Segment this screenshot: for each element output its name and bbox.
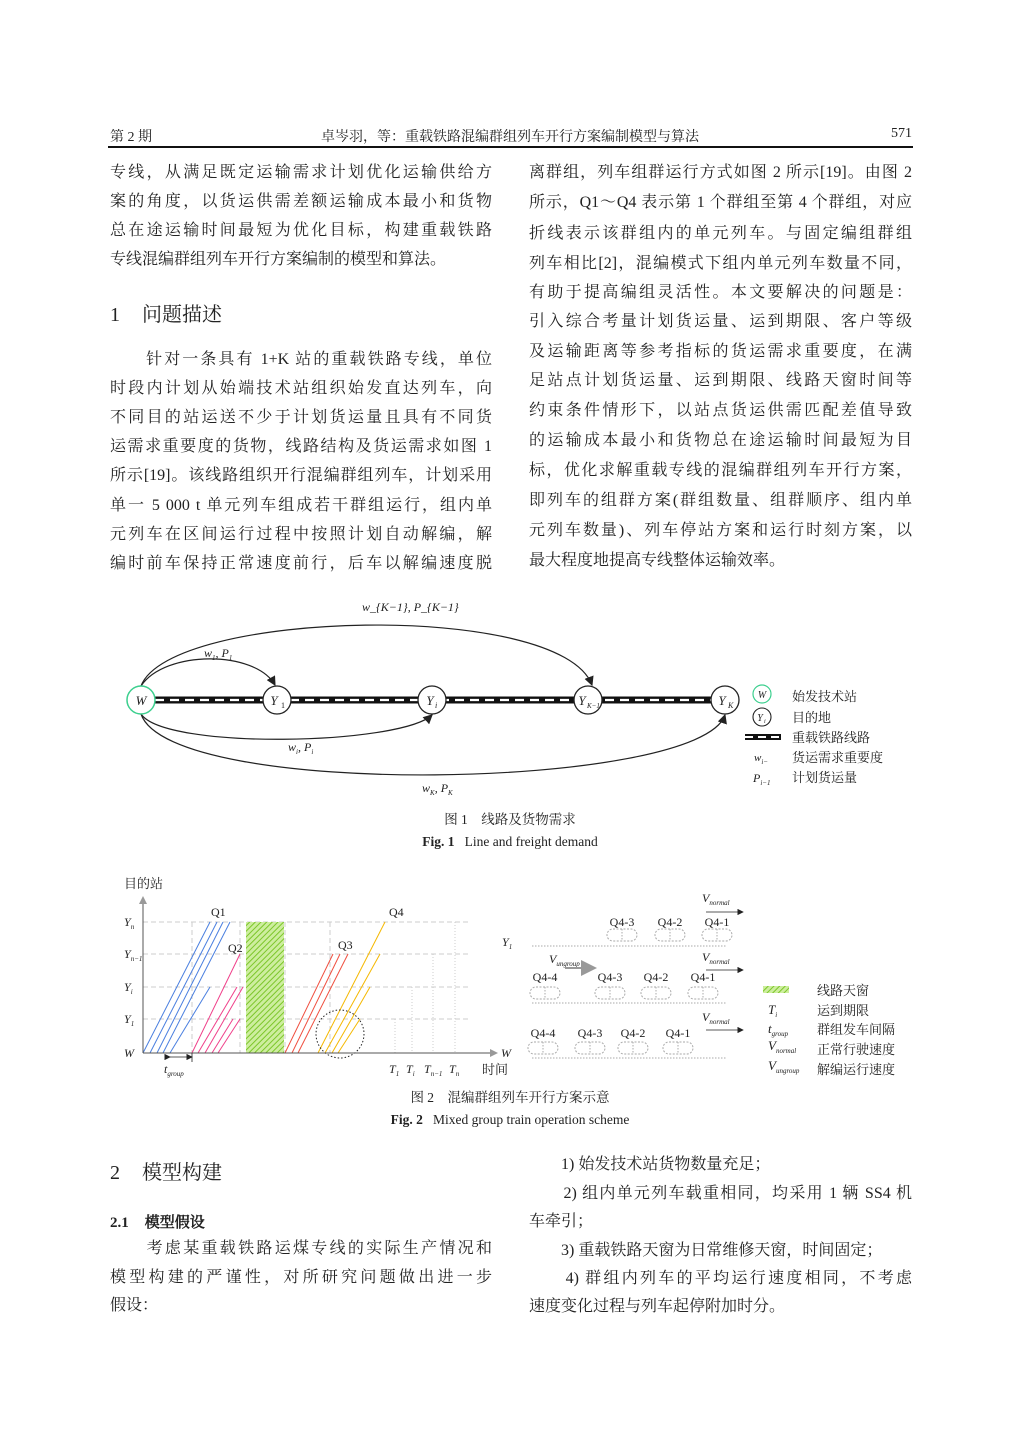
text-line: 折线表示该群组内的单元列车。与固定编组群组 bbox=[529, 225, 912, 242]
unit-train-label: Q4-2 bbox=[620, 1026, 646, 1040]
section-number: 2 bbox=[110, 1162, 120, 1184]
group-label-q1: Q1 bbox=[211, 905, 226, 919]
figure-number: Fig. 1 bbox=[422, 834, 455, 849]
svg-text:Y: Y bbox=[718, 693, 726, 708]
svg-text:W: W bbox=[757, 690, 767, 701]
text-line: 元列车数量)、列车停站方案和运行时刻方案，以 bbox=[529, 522, 912, 539]
section-number: 1 bbox=[110, 304, 120, 326]
unit-train-label: Q4-1 bbox=[704, 915, 730, 929]
text-line: 元列车在区间运行过程中按照计划自动解编，解 bbox=[110, 526, 492, 543]
text-line: 2) 组内单元列车载重相同，均采用 1 辆 SS4 机 bbox=[529, 1185, 912, 1202]
text-line: 足站点计划货运量、运到期限、线路天窗时间等 bbox=[529, 372, 912, 389]
svg-text:线路天窗: 线路天窗 bbox=[817, 983, 870, 998]
node-yk bbox=[711, 686, 739, 714]
text-line: 约束条件情形下，以站点货运供需匹配差值导致 bbox=[529, 402, 912, 419]
text-line: 离群组，列车组群运行方式如图 2 所示[19]。由图 2 bbox=[529, 164, 912, 181]
svg-text:正常行驶速度: 正常行驶速度 bbox=[817, 1042, 896, 1057]
figure-title: Line and freight demand bbox=[464, 834, 598, 849]
svg-text:始发技术站: 始发技术站 bbox=[792, 689, 858, 704]
section-title: 模型构建 bbox=[142, 1162, 222, 1184]
text-line: 案的角度，以货运供需差额运输成本最小和货物 bbox=[110, 193, 492, 210]
tgroup-interval bbox=[164, 1053, 192, 1078]
svg-text:K: K bbox=[728, 701, 734, 710]
svg-text:W: W bbox=[135, 693, 147, 708]
text-line: 总在途运输时间最短为优化目标，构建重载铁路 bbox=[110, 222, 492, 239]
train-path-q1 bbox=[157, 922, 223, 1053]
figure-title: Mixed group train operation scheme bbox=[432, 1112, 630, 1127]
v-ungroup-label: $V_{ungroup}$ bbox=[549, 952, 580, 968]
section-number: 2.1 bbox=[110, 1215, 129, 1231]
text-line: 引入综合考量计划货运量、运到期限、客户等级 bbox=[529, 313, 912, 330]
unit-train-label: Q4-1 bbox=[690, 970, 716, 984]
svg-text:Y: Y bbox=[426, 693, 434, 708]
unit-train-label: Q4-2 bbox=[643, 970, 669, 984]
figure-1-caption-en bbox=[0, 834, 1020, 850]
text-line: 所示，Q1～Q4 表示第 1 个群组至第 4 个群组，对应 bbox=[529, 194, 912, 211]
text-line: 针对一条具有 1+K 站的重载铁路专线，单位 bbox=[110, 351, 492, 368]
section-title: 模型假设 bbox=[144, 1215, 205, 1231]
unit-train-label: Q4-1 bbox=[665, 1026, 691, 1040]
text-line: 不同目的站运送不少于计划货运量且具有不同货 bbox=[110, 409, 492, 426]
group-label-q3: Q3 bbox=[338, 938, 353, 952]
header-title: 卓岑羽，等：重载铁路混编群组列车开行方案编制模型与算法 bbox=[321, 130, 699, 145]
unit-train-label: Q4-3 bbox=[609, 915, 635, 929]
demand-arc-1 bbox=[141, 659, 275, 686]
text-line: 所示[19]。该线路组织开行混编群组列车，计划采用 bbox=[110, 467, 492, 484]
text-line: 及运输距离等参考指标的货运需求重要度，在满 bbox=[529, 343, 912, 360]
svg-text:货运需求重要度: 货运需求重要度 bbox=[792, 750, 884, 765]
y-tick-label: $Y_i$ bbox=[124, 980, 133, 996]
svg-text:解编运行速度: 解编运行速度 bbox=[817, 1062, 896, 1077]
label-wk-pk: $w_K$, $P_K$ bbox=[422, 781, 453, 797]
svg-text:i: i bbox=[764, 719, 766, 725]
svg-text:tgroup: $t_{group}$ bbox=[768, 1021, 789, 1038]
text-line: 即列车的组群方案(群组数量、组群顺序、组内单 bbox=[529, 492, 912, 509]
y-tick-label: W bbox=[124, 1046, 134, 1060]
svg-text:Ti: $T_i$ bbox=[768, 1002, 778, 1019]
text-line: 编时前车保持正常速度前行，后车以解编速度脱 bbox=[110, 555, 492, 572]
detail-y1-label: $Y_1$ bbox=[502, 935, 513, 951]
v-normal-label: $V_{normal}$ bbox=[702, 950, 730, 966]
svg-text:Pi−1: $P_{i-1}$ bbox=[753, 771, 771, 787]
svg-text:Vnormal: $V_{normal}$ bbox=[768, 1038, 797, 1055]
figure-number: Fig. 2 bbox=[390, 1112, 423, 1127]
text-line: 专线混编群组列车开行方案编制的模型和算法。 bbox=[110, 251, 447, 268]
figure-1-caption-cn: 图 1 线路及货物需求 bbox=[444, 812, 576, 827]
y-tick-label: $Y_1$ bbox=[124, 1012, 135, 1028]
text-line: 考虑某重载铁路运煤专线的实际生产情况和 bbox=[110, 1240, 492, 1257]
text-line: 有助于提高编组灵活性。本文要解决的问题是： bbox=[529, 284, 912, 301]
svg-text:i: i bbox=[435, 701, 438, 710]
text-line: 最大程度地提高专线整体运输效率。 bbox=[529, 552, 786, 569]
y-tick-label: $Y_{n-1}$ bbox=[124, 947, 143, 963]
text-line: 4) 群组内列车的平均运行速度相同，不考虑 bbox=[529, 1270, 912, 1287]
svg-text:Y: Y bbox=[757, 713, 763, 724]
label-w1-p1: $w_1$, $P_1$ bbox=[204, 646, 233, 662]
figure-1-legend bbox=[745, 685, 883, 787]
svg-text:tgroup: $t_{group}$ bbox=[164, 1062, 184, 1078]
svg-text:重载铁路线路: 重载铁路线路 bbox=[792, 730, 871, 745]
svg-text:Y: Y bbox=[270, 693, 278, 708]
text-line: 假设： bbox=[110, 1297, 159, 1314]
group-label-q4: Q4 bbox=[389, 905, 404, 919]
node-yi bbox=[418, 686, 446, 714]
unit-train-label: Q4-4 bbox=[532, 970, 558, 984]
v-normal-label: $V_{normal}$ bbox=[702, 1010, 730, 1026]
demand-arc-i bbox=[141, 714, 432, 739]
text-line: 运需求重要度的货物，线路结构及货运需求如图 1 bbox=[110, 438, 492, 455]
line-window-block bbox=[246, 922, 284, 1053]
v-normal-label: $V_{normal}$ bbox=[702, 891, 730, 907]
x-axis-end-label: W bbox=[501, 1046, 511, 1060]
y-axis-title: 目的站 bbox=[124, 876, 164, 891]
t-tick-label: $T_1$ bbox=[389, 1062, 400, 1078]
text-line: 专线，从满足既定运输需求计划优化运输供给方 bbox=[110, 164, 492, 181]
group-label-q2: Q2 bbox=[228, 941, 243, 955]
unit-train-label: Q4-3 bbox=[577, 1026, 603, 1040]
svg-text:1: 1 bbox=[281, 701, 285, 710]
t-tick-label: $T_{n-1}$ bbox=[424, 1062, 443, 1078]
t-tick-label: $T_n$ bbox=[449, 1062, 460, 1078]
unit-train-label: Q4-2 bbox=[657, 915, 683, 929]
text-line: 车牵引； bbox=[529, 1213, 594, 1230]
t-tick-label: $T_i$ bbox=[406, 1062, 415, 1078]
node-w bbox=[127, 686, 155, 714]
unit-train-label: Q4-4 bbox=[530, 1026, 556, 1040]
label-wk1-pk1: w_{K−1}, P_{K−1} bbox=[362, 600, 459, 614]
node-yk-1 bbox=[574, 686, 602, 714]
text-line: 标，优化求解重载专线的混编群组列车开行方案， bbox=[529, 462, 912, 479]
text-line: 速度变化过程与列车起停附加时分。 bbox=[529, 1298, 786, 1315]
figure-2 bbox=[124, 876, 895, 1078]
node-y1 bbox=[263, 686, 291, 714]
y-tick-label: $Y_n$ bbox=[124, 915, 135, 931]
figure-2-caption-en bbox=[0, 1112, 1020, 1128]
train-path-q4 bbox=[332, 987, 370, 1053]
svg-text:目的地: 目的地 bbox=[792, 710, 832, 725]
figure-2-legend bbox=[763, 983, 895, 1077]
header-page-number: 571 bbox=[891, 126, 912, 141]
figure-2-caption-cn: 图 2 混编群组列车开行方案示意 bbox=[410, 1090, 610, 1105]
svg-text:运到期限: 运到期限 bbox=[817, 1003, 870, 1018]
section-2-1-heading bbox=[110, 1211, 205, 1232]
svg-text:K−1: K−1 bbox=[587, 702, 600, 710]
svg-text:wi−: $w_{i-}$ bbox=[754, 752, 769, 766]
header-issue: 第 2 期 bbox=[110, 130, 152, 145]
text-line: 单一 5 000 t 单元列车组成若干群组运行，组内单 bbox=[110, 497, 492, 514]
text-line: 1) 始发技术站货物数量充足； bbox=[529, 1156, 771, 1173]
label-wi-pi: $w_i$, $P_i$ bbox=[288, 740, 314, 756]
section-2-heading bbox=[110, 1156, 222, 1185]
demand-arc-k bbox=[141, 714, 725, 775]
unit-train-label: Q4-3 bbox=[597, 970, 623, 984]
svg-text:Y: Y bbox=[578, 693, 586, 708]
text-line: 3) 重载铁路天窗为日常维修天窗，时间固定； bbox=[529, 1242, 883, 1259]
svg-text:计划货运量: 计划货运量 bbox=[792, 770, 858, 785]
svg-text:Vungroup: $V_{ungroup}$ bbox=[768, 1058, 800, 1075]
text-line: 的运输成本最小和货物总在途运输时间最短为目 bbox=[529, 432, 912, 449]
x-axis-title: 时间 bbox=[482, 1062, 509, 1077]
svg-text:群组发车间隔: 群组发车间隔 bbox=[817, 1022, 896, 1037]
text-line: 模型构建的严谨性，对所研究问题做出进一步 bbox=[110, 1269, 492, 1286]
text-line: 列车相比[2]，混编模式下组内单元列车数量不同， bbox=[529, 255, 912, 272]
text-line: 时段内计划从始端技术站组织始发直达列车，向 bbox=[110, 380, 492, 397]
section-title: 问题描述 bbox=[142, 304, 222, 326]
